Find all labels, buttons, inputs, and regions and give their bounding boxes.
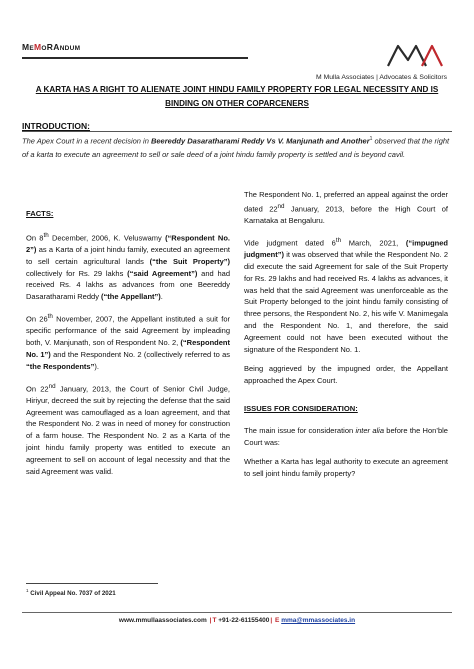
email-label: E [275, 617, 280, 624]
firm-name: M Mulla Associates | Advocates & Solicitors [316, 74, 447, 81]
memo-letter: M [22, 42, 30, 52]
email-link[interactable]: mma@mmassociates.in [281, 617, 356, 624]
issues-paragraph: The main issue for consideration inter alia before the Hon’ble Court was: [244, 425, 448, 447]
memo-letter: R [46, 42, 54, 52]
memo-letter: NDUM [59, 45, 81, 52]
facts-paragraph-2: On 26th November, 2007, the Appellant instituted a suit for specific performance of the said Agreement by impleading both, V. Manjunath, son of Respondent No. 2, (“Respondent No. 1”) and the Respondent No. 2 (collectively referred to as “the Respondents”). [26, 313, 231, 371]
footer-rule [22, 612, 452, 613]
judgment-paragraph: Vide judgment dated 6th March, 2021, (“impugned judgment”) it was observed that while the Respondent No. 2 did execute the said Agreement for sale of the Suit Property for Rs. 29 lakhs and had received Rs. 4 lakhs as advances, it was held that the said Agreement was unenforceable as the Suit Property belonged to the joint hindu family consisting of three persons, the Respondent No. 2, his wife V. Manimegala and the Respondent No. 1, and therefore, the said Agreement could not have been executed without the signature of the Respondent No. 1. [244, 236, 448, 354]
footnote-rule [26, 583, 158, 584]
left-column [26, 208, 230, 485]
facts-heading: FACTS: [26, 209, 54, 218]
case-name: Beereddy Dasaratharami Reddy Vs V. Manjunath and Another [150, 136, 370, 146]
appeal-paragraph: The Respondent No. 1, preferred an appeal against the order dated 22nd January, 2013, before the High Court of Karnataka at Bengaluru. [244, 190, 449, 226]
memorandum-label [22, 42, 80, 52]
footer-contact: www.mmullaassociates.com |T +91-22-61155400| E mma@mmassociates.in [118, 617, 356, 624]
memo-letter: E [29, 45, 35, 52]
phone-number: +91-22-61155400 [218, 617, 270, 624]
footnote-ref[interactable]: 1 [369, 136, 373, 142]
introduction-heading: INTRODUCTION: [22, 121, 90, 131]
website-link[interactable]: www.mmullaassociates.com [118, 617, 207, 624]
facts-paragraph-1: On 8th December, 2006, K. Veluswamy (“Respondent No. 2”) as a Karta of a joint hindu family, executed an agreement to sell certain agricultural lands (“the Suit Property”) collectively for Rs. 29 lakhs (“said Agreement”) and had received Rs. 4 lakhs as advances from one Beereddy Dasaratharami Reddy (“the Appellant”). [26, 231, 230, 302]
introduction-paragraph: The Apex Court in a recent decision in Beereddy Dasaratharami Reddy Vs V. Manjunath and Another$^1$ observed that the right of a karta to execute an agreement to sell or sale deed of a joint hindu family property is settled and is beyond cavil. [22, 136, 450, 159]
memo-letter: O [41, 45, 47, 52]
memo-letter: M [34, 42, 42, 52]
footnote: $^1$ Civil Appeal No. 7037 of 2021 [26, 588, 116, 598]
facts-paragraph-3: On 22nd January, 2013, the Court of Senior Civil Judge, Hiriyur, decreed the suit by rejecting the defense that the said Agreement was camouflaged as a loan agreement, and that the Respondent No. 2 was in need of money for construction of a farm house. The Respondent No. 2 as a Karta of the joint hindu family property was entitled to execute an agreement to sell on account of legal necessity and that the said Agreement was valid. [26, 382, 230, 476]
introduction-rule [22, 131, 452, 132]
issues-heading: ISSUES FOR CONSIDERATION: [244, 403, 358, 413]
document-title: A KARTA HAS A RIGHT TO ALIENATE JOINT HINDU FAMILY PROPERTY FOR LEGAL NECESSITY AND IS BINDING ON OTHER COPARCENERS [35, 85, 439, 108]
aggrieved-paragraph: Being aggrieved by the impugned order, the Appellant approached the Apex Court. [244, 364, 448, 386]
phone-label: T [212, 617, 217, 624]
memo-letter: A [53, 42, 60, 52]
issue-question: Whether a Karta has legal authority to execute an agreement to sell joint hindu family property? [244, 457, 448, 479]
header-rule [22, 57, 248, 59]
right-column [244, 189, 448, 488]
firm-logo [386, 42, 444, 68]
